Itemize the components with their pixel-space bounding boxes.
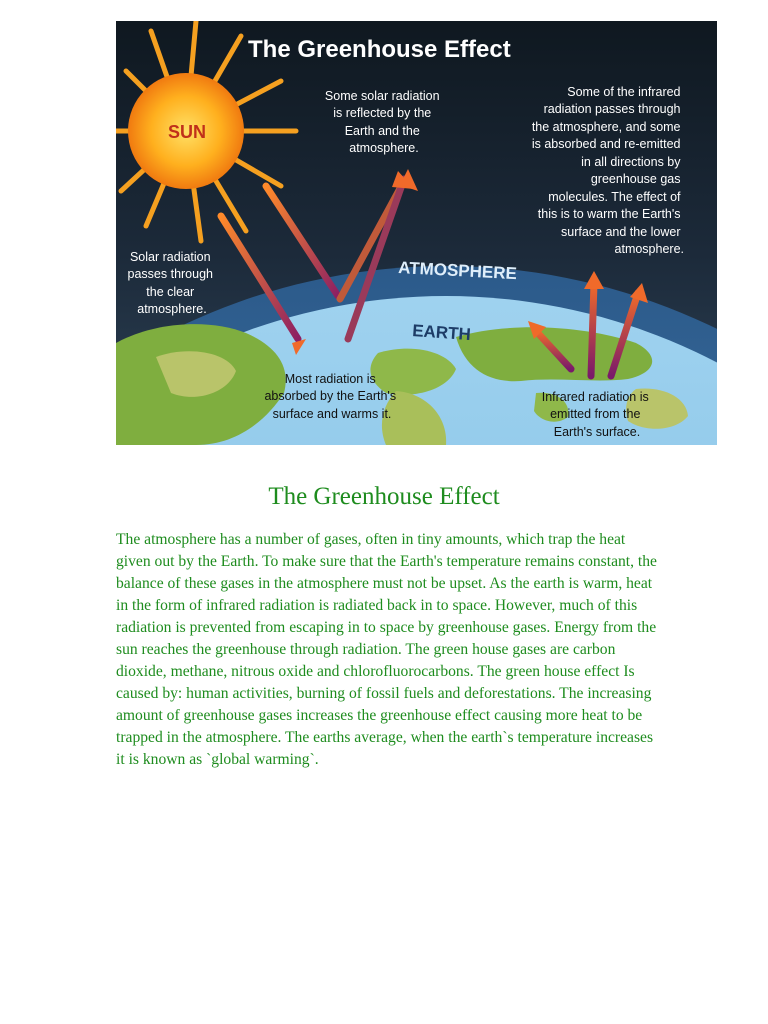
- reflected-label: Some solar radiation is reflected by the Earth and the atmosphere.: [324, 89, 440, 155]
- article-body: The atmosphere has a number of gases, often in tiny amounts, which trap the heat given out by the Earth. To make sure that the Earth's temperature remains constant, the balance of these gases in the atmosphere must not be upset. As the earth is warm, heat in the form of infrared radiation is radiated back in to space. However, much of this radiation is prevented from escaping in to space by greenhouse gases. Energy from the sun reaches the greenhouse through radiation. The green house gases are carbon dioxide, methane, nitrous oxide and chlorofluorocarbons. The green house effect Is caused by: human activities, burning of fossil fuels and deforestations. The increasing amount of greenhouse gases increases the greenhouse effect causing more heat to be trapped in the atmosphere. The earths average, when the earth`s temperature increases it is known as `global warming`.: [116, 531, 657, 768]
- infrared-emitted-label: Infrared radiation is emitted from the Earth's surface.: [541, 390, 649, 439]
- greenhouse-effect-diagram: [116, 21, 717, 445]
- figure-title: The Greenhouse Effect: [248, 36, 511, 63]
- most-absorbed-label: Most radiation is absorbed by the Earth's surface and warms it.: [264, 372, 397, 421]
- infrared-absorbed-label: Some of the infrared radiation passes through the atmosphere, and some is absorbed and re-emitted in all directions by greenhouse gas molecules. The effect of this is to warm the Earth's surface and the lower atmosphere.: [531, 85, 684, 256]
- atmosphere-label: ATMOSPHERE: [397, 258, 518, 284]
- sun-label: SUN: [168, 122, 207, 142]
- article-heading: The Greenhouse Effect: [268, 483, 500, 510]
- solar-passes-label: Solar radiation passes through the clear atmosphere.: [127, 250, 213, 316]
- earth-label: EARTH: [411, 321, 472, 345]
